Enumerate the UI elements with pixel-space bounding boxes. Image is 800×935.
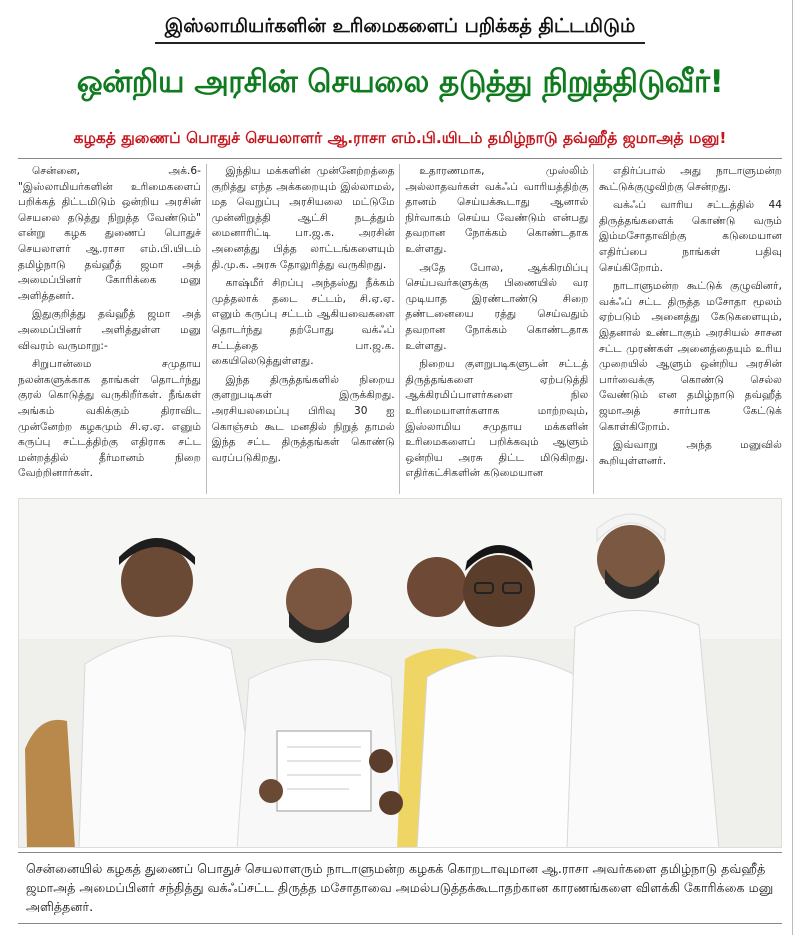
paragraph: இவ்வாறு அந்த மனுவில் கூறியுள்ளனர்.	[598, 439, 782, 467]
column-divider	[593, 164, 594, 494]
paragraph: உதாரணமாக, முஸ்லிம் அல்லாதவர்கள் வக்ஃப் வாரியத்திற்கு தானம் செய்யக்கூடாது ஆனால் நிர்வாகம் செய்ய வேண்டும் என்பது தவறான நோக்கம் கொண்டதாக உள்ளது.	[405, 165, 589, 255]
kicker-text: இஸ்லாமியர்களின் உரிமைகளைப் பறிக்கத் திட்டமிடும்	[155, 15, 645, 44]
paragraph: நிறைய குளறுபடிகளுடன் சட்டத் திருத்தங்களை ஏற்படுத்தி ஆக்கிரமிப்பாளர்களை நில உரிமையாளர்களாக மாற்றவும், இஸ்லாமிய சமுதாய மக்களின் உரிமைகளைப் பறிக்கவும் ஆளும் ஒன்றிய அரசு திட்ட மிடுகிறது. எதிர்கட்சிகளின் கடுமையான	[405, 358, 589, 480]
paragraph: இதுகுறித்து தவ்ஹீத் ஜமா அத் அமைப்பினர் அளித்துள்ள மனு விவரம் வருமாறு:-	[18, 308, 201, 352]
column-divider	[399, 164, 400, 494]
article-body	[18, 164, 782, 494]
divider-rule	[18, 158, 782, 159]
paragraph: காஷ்மீர் சிறப்பு அந்தஸ்து நீக்கம் முத்தலாக் தடை சட்டம், சி.ஏ.ஏ. எனும் கருப்பு சட்டம் ஆகியவைகளை தொடர்ந்து தற்போது வக்ஃப் சட்டத்தை பா.ஜ.க. கையிலெடுத்துள்ளது.	[211, 277, 395, 368]
article-column-3	[405, 164, 588, 494]
memorandum-paper	[277, 731, 371, 811]
paragraph: வக்ஃப் வாரிய சட்டத்தில் 44 திருத்தங்களைக் கொண்டு வரும் இம்மசோதாவிற்கு கடுமையான எதிர்ப்பை நாங்கள் பதிவு செய்கிறோம்.	[598, 199, 782, 274]
chair-shape	[25, 720, 75, 848]
paragraph: இந்த திருத்தங்களில் நிறைய குளறுபடிகள் இருக்கிறது. அரசியலமைப்பு பிரிவு 30 ஐ கொஞ்சம் கூட மனதில் நிறுத் தாமல் இந்த சட்ட திருத்தங்கள் கொண்டு வரப்படுகிறது.	[211, 373, 395, 464]
paragraph: சென்னை, அக்.6- "இஸ்லாமியர்களின் உரிமைகளைப் பறிக்கத் திட்டமிடும் ஒன்றிய அரசின் செயலை தடுத்து நிறுத்த வேண்டும்" என்று கழக துணைப் பொதுச் செயலாளர் ஆ.ராசா எம்.பி.யிடம் தமிழ்நாடு தவ்ஹீத் ஜமா அத் அமைப்பினர் கோரிக்கை மனு அளித்தனர்.	[18, 165, 201, 302]
person-head	[121, 545, 193, 617]
paragraph: இந்திய மக்களின் முன்னேற்றத்தை குறித்து எந்த அக்கறையும் இல்லாமல், மத வெறுப்பு அரசியலை மட்டுமே முன்னிறுத்தி ஆட்சி நடத்தும் மைனாரிட்டி பா.ஜ.க. அரசின் அனைத்து பித்த லாட்டங்களையும் தி.மு.க. அரசு தோலுரித்து வருகிறது.	[211, 165, 395, 271]
photo-caption: சென்னையில் கழகத் துணைப் பொதுச் செயலாளரும் நாடாளுமன்ற கழகக் கொறடாவுமான ஆ.ராசா அவர்களை தமிழ்நாடு தவ்ஹீத் ஜமாஅத் அமைப்பினர் சந்தித்து வக்ஃப்சட்ட திருத்த மசோதாவை அமல்படுத்தக்கூடாதற்கான காரணங்களை விளக்கி கோரிக்கை மனு அளித்தனர்.	[18, 852, 782, 924]
paragraph: எதிர்ப்பால் அது நாடாளுமன்ற கூட்டுக்குழுவிற்கு சென்றது.	[598, 165, 782, 193]
paragraph: சிறுபான்மை சமுதாய நலன்களுக்காக தாங்கள் தொடர்ந்து குரல் கொடுத்து வருகிறீர்கள். நீங்கள் அங்கம் வகிக்கும் திராவிட முன்னேற்ற கழகமும் சி.ஏ.ஏ. எனும் கருப்பு சட்டத்திற்கு எதிராக சட்ட மன்றத்தில் தீர்மானம் நிறை வேற்றினார்கள்.	[18, 358, 201, 480]
headline-kicker	[0, 8, 800, 50]
article-column-2	[212, 164, 395, 494]
article-column-4	[599, 164, 782, 494]
column-divider	[206, 164, 207, 494]
news-photo	[18, 498, 782, 848]
main-headline: ஒன்றிய அரசின் செயலை தடுத்து நிறுத்திடுவீர்!	[76, 64, 724, 100]
paragraph: நாடாளுமன்ற கூட்டுக் குழுவினர், வக்ஃப் சட்ட திருத்த மசோதா மூலம் ஏற்படும் அனைத்து கேடுகளையும், இதனால் உண்டாகும் அரசியல் சாசன சட்ட முரண்கள் அனைத்தையும் உரிய முறையில் ஆளும் ஒன்றிய அரசின் பார்வைக்கு கொண்டு செல்ல வேண்டும் என தமிழ்நாடு தவ்ஹீத் ஜமாஅத் சார்பாக கேட்டுக் கொள்கிறோம்.	[598, 280, 782, 433]
page-edge	[792, 0, 800, 935]
article-column-1	[18, 164, 201, 494]
sub-headline: கழகத் துணைப் பொதுச் செயலாளர் ஆ.ராசா எம்.பி.யிடம் தமிழ்நாடு தவ்ஹீத் ஜமாஅத் மனு!	[73, 129, 727, 147]
photo-illustration	[19, 499, 782, 848]
paragraph: அதே போல, ஆக்கிரமிப்பு செய்பவர்களுக்கு பிணையில் வர முடியாத இரண்டாண்டு சிறை தண்டனையை ரத்து செய்வதும் தவறான நோக்கம் கொண்டதாக உள்ளது.	[405, 261, 589, 352]
